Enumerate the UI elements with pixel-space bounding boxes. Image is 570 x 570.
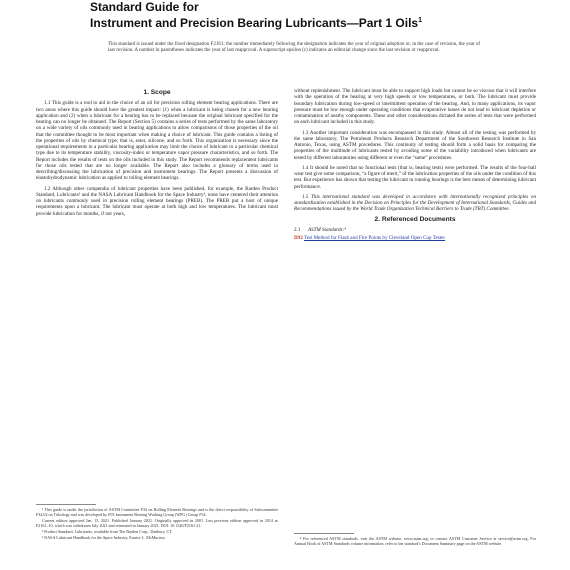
footnotes-right bbox=[294, 536, 536, 547]
footnote-3: ³ NASA Lubricant Handbook for the Space Industry, Eunice L. McMurtrey. bbox=[42, 535, 166, 541]
ref-d92-link[interactable]: Test Method for Flash and Fire Points by Cleveland Open Cup Tester bbox=[303, 235, 446, 241]
scope-paragraph-1-5: 1.5 This international standard was developed in accordance with internationally recognized principles on standardization established in the Decision on Principles for the Development of International Standards, Guides and Recommendations issued by the World Trade Organization Technical Barriers to Trade (TBT) Committee. bbox=[294, 193, 536, 213]
left-column bbox=[36, 90, 278, 221]
title-line-2 bbox=[90, 14, 520, 30]
footnotes-left bbox=[36, 507, 278, 542]
footnote-2: ² Product Standard, Lubricants, available from The Barden Corp., Danbury, CT. bbox=[42, 529, 173, 535]
footnote-1: ¹ This guide is under the jurisdiction of ASTM Committee F34 on Rolling Element Bearings and is the direct responsibility of Subcommittee F34.02 on Tribology and was developed by F03 Instrument Bearing Working Group (WPG) Group F34. bbox=[36, 507, 278, 518]
scope-paragraph-1-2-continued: without replenishment. The lubricant must be able to support high loads but cannot be so viscous that it will interfere with the operation of the bearing at very high speeds or low temperatures, or both. The lubricant must provide boundary lubrication during low-speed or intermittent operation of the bearing. And, in many applications, its vapor pressure must be low enough under operating conditions that evaporative losses do not lead to lubricant depletion or contamination of nearby components. These and other considerations dictated the series of tests that were performed on each lubricant included in this study. bbox=[294, 88, 536, 126]
footnote-divider-left bbox=[36, 504, 96, 505]
title-footnote-mark: 1 bbox=[418, 17, 422, 24]
footnote-divider-right bbox=[294, 533, 354, 534]
ref-item-d92[interactable] bbox=[294, 235, 536, 241]
referenced-documents-heading: 2. Referenced Documents bbox=[374, 215, 456, 223]
ref-item-number: 2.1 bbox=[294, 226, 301, 233]
document-title bbox=[90, 0, 520, 30]
scope-paragraph-1-2: 1.2 Although other compendia of lubricant properties have been published, for example, the Barden Product Standard, Lubricants² and the NASA Lubricant Handbook for the Space Industry³, none have centered their attention on lubricants commonly used in precision rolling element bearings (PREB). The PREB put a host of unique requirements upon a lubricant. The lubricant must operate at both high and low temperatures. The lubricant must provide lubrication for months, if not years, bbox=[36, 185, 278, 217]
title-line-2-text: Instrument and Precision Bearing Lubricants—Part 1 Oils bbox=[90, 16, 419, 30]
scope-paragraph-1-4: 1.4 It should be noted that no functional tests (that is, bearing tests) were performed. The results of the four-ball wear test give some comparison, “a figure of merit,” of the lubrication properties of the oils under the condition of this test. But experience has shown that testing the lubricant in running bearings is the best means of determining lubricant performance. bbox=[294, 164, 536, 190]
footnote-edition: Current edition approved Jan. 15, 2021. Published January 2021. Originally approved in 2001. Last previous edition approved in 2014 as F2161–10, which was withdrawn July 2021 and reinstated in January 2021. DOI: 10.1520/F2161-21. bbox=[36, 518, 278, 529]
scope-paragraph-1-1: 1.1 This guide is a tool to aid in the choice of an oil for precision rolling element bearing applications. There are two areas where this guide should have the greatest impact: (1) when a lubricant is being chosen for a new bearing application and (2) when a lubricant for a bearing has to be replaced because the original lubricant specified for the bearing can no longer be obtained. The Report (Section 5) contains a series of tests performed by the same laboratory on a wide variety of oils commonly used in bearing applications to allow comparisons of those properties of the oil that the committee thought to be most important when making a choice of lubricant. This guide contains a listing of the properties of oils by chemical type; that is, ester, silicone, and so forth. This organization is necessary since the operational requirements in a particular bearing application may limit the choice of lubricant to a particular chemical type due to its temperature stability, viscosity-index or temperature vapor pressure characteristics, and so forth. The Report includes the results of tests on the oils included in this study. The Report recommends replacement lubricants for those oils tested that are no longer available. The Report also includes a glossary of terms used in describing/discussing the lubrication of precision and instrument bearings. The Report presents a discussion of elastohydrodynamic lubrication as applied to rolling element bearings. bbox=[36, 100, 278, 182]
ref-item-astm bbox=[294, 227, 536, 233]
issuance-note: This standard is issued under the fixed designation F2161; the number immediately following the designation indicates the year of original adoption or, in the case of revision, the year of last revision. A number in parentheses indicates the year of last reapproval. A superscript epsilon (ε) indicates an editorial change since the last revision or reapproval. bbox=[108, 42, 480, 54]
right-column bbox=[294, 88, 536, 243]
title-line-1: Standard Guide for bbox=[90, 0, 199, 14]
ref-item-astm-label: ASTM Standards:⁴ bbox=[308, 226, 346, 233]
scope-heading: 1. Scope bbox=[143, 89, 171, 96]
footnote-4: ⁴ For referenced ASTM standards, visit the ASTM website, www.astm.org, or contact ASTM Customer Service at service@astm.org. For Annual Book of ASTM Standards volume information, refer to the standard's Document Summary page on the ASTM website. bbox=[294, 536, 536, 547]
scope-paragraph-1-3: 1.3 Another important consideration was encompassed in this study. Almost all of the testing was performed by the same laboratory, The Petroleum Products Research Department of the Southwest Research Institute in San Antonio, Texas, using ASTM procedures. This continuity of testing should form a solid basis for comparing the properties of the multitude of lubricants tested by avoiding some of the variability introduced when lubricants are tested by different laboratories using different or even the “same” procedures. bbox=[294, 129, 536, 161]
ref-d92-tag[interactable]: D92 bbox=[294, 235, 303, 241]
